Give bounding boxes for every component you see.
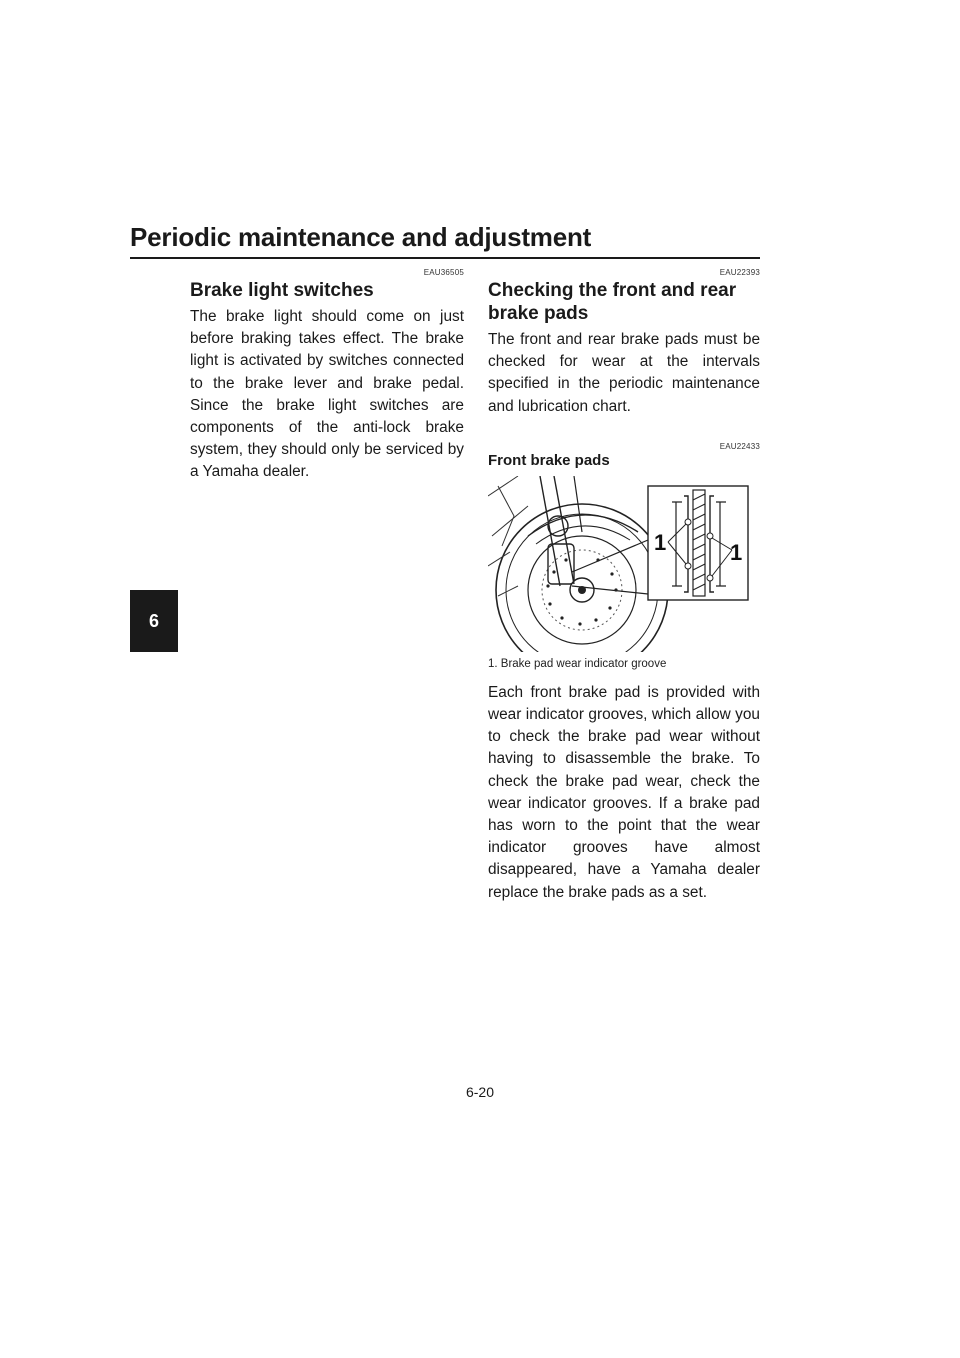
section-title: Checking the front and rear brake pads — [488, 280, 737, 324]
brake-pad-figure — [488, 476, 760, 652]
subsection-code: EAU22433 — [719, 441, 760, 451]
left-column — [190, 268, 464, 508]
section-title: Brake light switches — [190, 280, 374, 301]
page-title: Periodic maintenance and adjustment — [130, 222, 760, 259]
section-brake-light-switches — [190, 268, 464, 484]
right-column — [488, 268, 760, 904]
callout-number: 1 — [654, 529, 667, 555]
page-number: 6-20 — [465, 1084, 495, 1100]
chapter-tab: 6 — [130, 590, 178, 652]
subsection-front-brake-pads — [488, 442, 760, 904]
figure-caption: 1. Brake pad wear indicator groove — [488, 657, 667, 670]
section-code: EAU36505 — [423, 268, 464, 277]
callout-number: 1 — [730, 539, 743, 565]
section-code: EAU22393 — [719, 268, 760, 277]
subsection-body: Each front brake pad is provided with wear indicator grooves, which allow you to check the brake pad wear without having to disassemble the brake. To check the brake pad wear, check the wear indicator grooves. If a brake pad has worn to the point that the wear indicator grooves have almost disappeared, have a Yamaha dealer replace the brake pads as a set. — [488, 683, 760, 901]
section-body: The brake light should come on just before braking takes effect. The brake light is activated by switches connected to the brake lever and brake pedal. Since the brake light switches are components of the anti-lock brake system, they should only be serviced by a Yamaha dealer. — [190, 308, 464, 481]
subsection-title: Front brake pads — [488, 451, 610, 469]
front-brake-illustration — [488, 476, 760, 652]
section-checking-brake-pads — [488, 268, 760, 418]
section-body: The front and rear brake pads must be checked for wear at the intervals specified in the periodic maintenance and lubrication chart. — [488, 331, 760, 415]
